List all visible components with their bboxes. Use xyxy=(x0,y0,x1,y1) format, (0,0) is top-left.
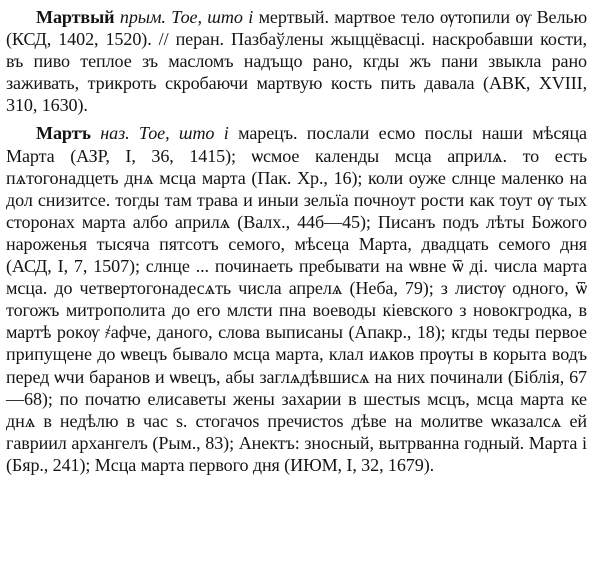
entry-grammar-label: прым. Тое, што і xyxy=(119,7,254,27)
dictionary-page xyxy=(6,6,587,482)
entry-body: мертвый. мартвое тело ѹтопили ѹ Велью (КСД, 1402, 1520). // перан. Пазбаўлены жыццёвасці. наскробавши кости, въ пиво теплое зъ масломъ надъщо рано, кгды жъ пани звыкла рано заживать, трикроть скробаючи мартвую кость пить давала (АВК, XVIII, 310, 1630). xyxy=(6,7,587,116)
dictionary-entry-martvyi xyxy=(6,6,587,116)
entry-headword: Мартъ xyxy=(36,123,91,144)
entry-headword: Мартвый xyxy=(36,7,115,27)
entry-body: марецъ. послали есмо послы наши мѣсяца Марта (АЗР, I, 36, 1415); ѡсмое календы мсца априлѧ. то есть пѧтогонадцеть днѧ мсца марта (Пак. Хр., 16); коли оуже слнце маленко на дол снизитсе. тогды там трава и иныи зельїа почноут рости как тоут ѹ тых сторонах марта албо априлѧ (Валх., 44б—45); Писанъ подъ лѣты Божого нароженья тысяча пятсотъ семого, мѣсеца Марта, двадцать семого дня (АСД, I, 7, 1507); слнце ... починаеть пребывати на ѡвне ѿ ді. числа марта мсца. до четвертогонадесѧть числа апрелѧ (Неба, 79); з листѹ одного, ѿ тогожъ митрополита до его млсти пна воеводы кіевского з новокгродка, в мартѣ рокѹ ҂афче, даного, слова выписаны (Апакр., 18); кгды теды первое припущене до ѡвецъ бывало мсца марта, клал иѧков прѹты в корыта водъ перед ѡчи баранов и ѡвецъ, абы заглѧдѣвшисѧ на них починали (Біблія, 67—68); по початю елисаветы жены захарии в шестыs мсцъ, мсца марта ке днѧ в недѣлю в час ѕ. стогачоs пречистоs дѣве на молитве ѡказалсѧ ей гавриил архангелъ (Рым., 83); Анектъ: зносный, вытрванна годный. Марта і (Бяр., 241); Мсца марта первого дня (ИЮМ, I, 32, 1679). xyxy=(6,123,587,475)
dictionary-entry-mart xyxy=(6,122,587,476)
entry-grammar-label: наз. Тое, што і xyxy=(100,123,229,144)
